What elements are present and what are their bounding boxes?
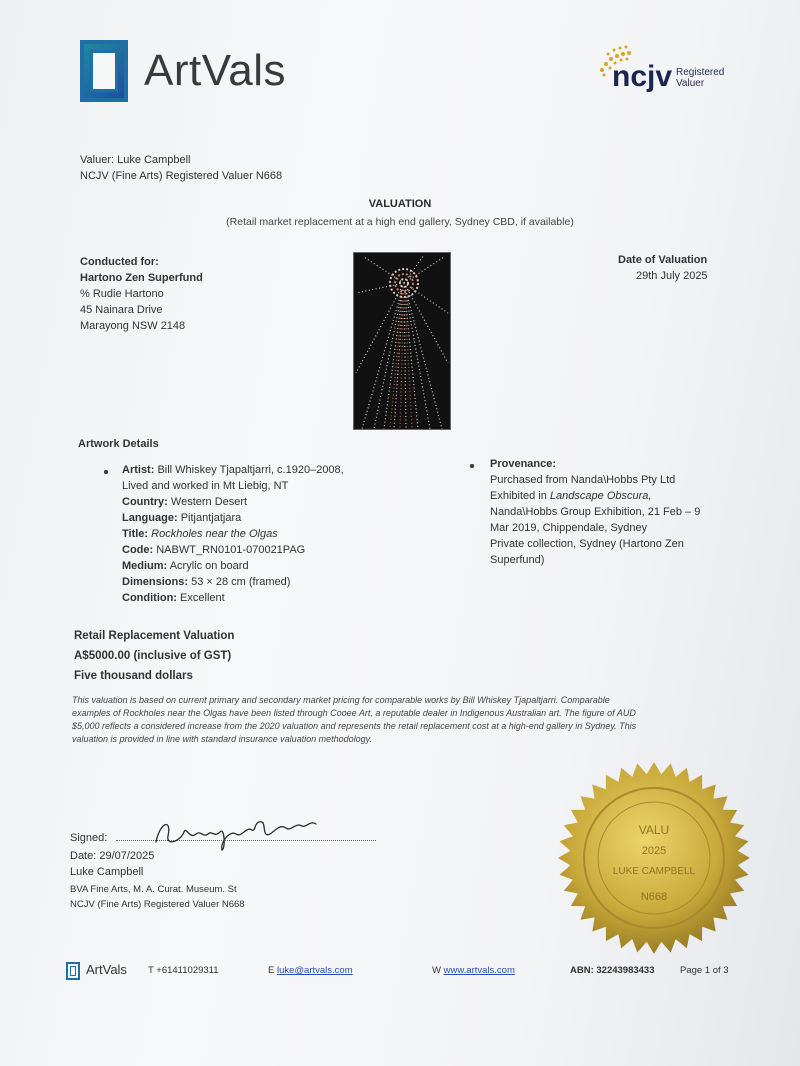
provenance-block: Provenance: Purchased from Nanda\Hobbs Pty Ltd Exhibited in Landscape Obscura, Nanda\Hobbs Group Exhibition, 21 Feb – 9 Mar 2019, Chippendale, Sydney Private collection, Sydney (Hartono Zen Superfund) (490, 458, 701, 566)
artvals-footer-logo-icon (66, 962, 80, 980)
date-of-valuation-value: 29th July 2025 (636, 270, 708, 282)
svg-text:2025: 2025 (641, 845, 667, 857)
signature-date: Date: 29/07/2025 (70, 850, 155, 862)
client-address-line: Marayong NSW 2148 (80, 320, 186, 332)
valuation-heading: Retail Replacement Valuation (74, 630, 235, 642)
ncjv-registered-label: Registered Valuer (676, 67, 725, 89)
footer-phone: T +61411029311 (148, 965, 219, 976)
medium-row: Medium: Acrylic on board (122, 560, 249, 572)
artist-row: Artist: Bill Whiskey Tjapaltjarri, c.1920–2008, (122, 464, 344, 476)
document-title: VALUATION (368, 198, 432, 210)
artvals-logo-text: ArtVals (144, 46, 287, 95)
signatory-credentials: BVA Fine Arts, M. A. Curat. Museum. St (70, 884, 237, 895)
signatory-name: Luke Campbell (70, 866, 144, 878)
valuation-amount: A$5000.00 (inclusive of GST) (74, 650, 232, 662)
artwork-details-heading: Artwork Details (78, 438, 159, 450)
gold-seal-icon (556, 760, 752, 956)
footer-logo-text: ArtVals (86, 962, 127, 977)
valuation-words: Five thousand dollars (74, 670, 193, 682)
date-of-valuation-label: Date of Valuation (618, 254, 708, 266)
country-row: Country: Western Desert (122, 496, 248, 508)
signatory-registration: NCJV (Fine Arts) Registered Valuer N668 (70, 899, 245, 910)
valuer-name: Valuer: Luke Campbell (80, 154, 191, 166)
code-row: Code: NABWT_RN0101-070021PAG (122, 544, 306, 556)
footer-website: W www.artvals.com (432, 965, 515, 976)
footer-email: E luke@artvals.com (268, 965, 353, 976)
bullet-icon (470, 464, 474, 468)
client-name: Hartono Zen Superfund (80, 272, 203, 284)
client-address-line: % Rudie Hartono (80, 288, 164, 300)
document-subtitle: (Retail market replacement at a high end gallery, Sydney CBD, if available) (226, 216, 574, 228)
artvals-logo-icon (80, 40, 128, 102)
ncjv-logo-text: ncjv (612, 60, 673, 93)
artwork-details-list (122, 462, 344, 606)
valuer-registration: NCJV (Fine Arts) Registered Valuer N668 (80, 170, 283, 182)
page-number: Page 1 of 3 (680, 965, 729, 976)
bullet-icon (104, 470, 108, 474)
conducted-for-label: Conducted for: (80, 256, 159, 268)
svg-text:VALU: VALU (638, 823, 670, 837)
provenance-label: Provenance: (490, 458, 557, 470)
email-link[interactable]: luke@artvals.com (276, 965, 353, 976)
title-row: Title: Rockholes near the Olgas (122, 528, 278, 540)
valuation-block (74, 626, 234, 686)
handwritten-signature-icon (150, 812, 330, 852)
condition-row: Condition: Excellent (122, 592, 225, 604)
client-address-line: 45 Nainara Drive (80, 304, 163, 316)
signed-label: Signed: (70, 832, 108, 844)
website-link[interactable]: www.artvals.com (443, 965, 515, 976)
artist-row-2: Lived and worked in Mt Liebig, NT (122, 480, 289, 492)
dimensions-row: Dimensions: 53 × 28 cm (framed) (122, 576, 291, 588)
footer-abn: ABN: 32243983433 (570, 965, 655, 976)
svg-text:LUKE CAMPBELL: LUKE CAMPBELL (612, 866, 696, 877)
valuation-note: This valuation is based on current primary and secondary market pricing for comparable works by Bill Whiskey Tjapaltjarri. Comparable examples of Rockholes near the Olgas have been listed through Cooee Art, a reputable dealer in Indigenous Australian art. The figure of AUD $5,000 reflects a considered increase from the 2020 valuation and represents the retail replacement cost at a high-end gallery in Sydney. This valuation is provided in line with standard insurance valuation methodology. (72, 695, 637, 744)
language-row: Language: Pitjantjatjara (122, 512, 242, 524)
artwork-photo (353, 252, 451, 430)
svg-text:N668: N668 (640, 891, 668, 903)
client-block (80, 254, 203, 334)
